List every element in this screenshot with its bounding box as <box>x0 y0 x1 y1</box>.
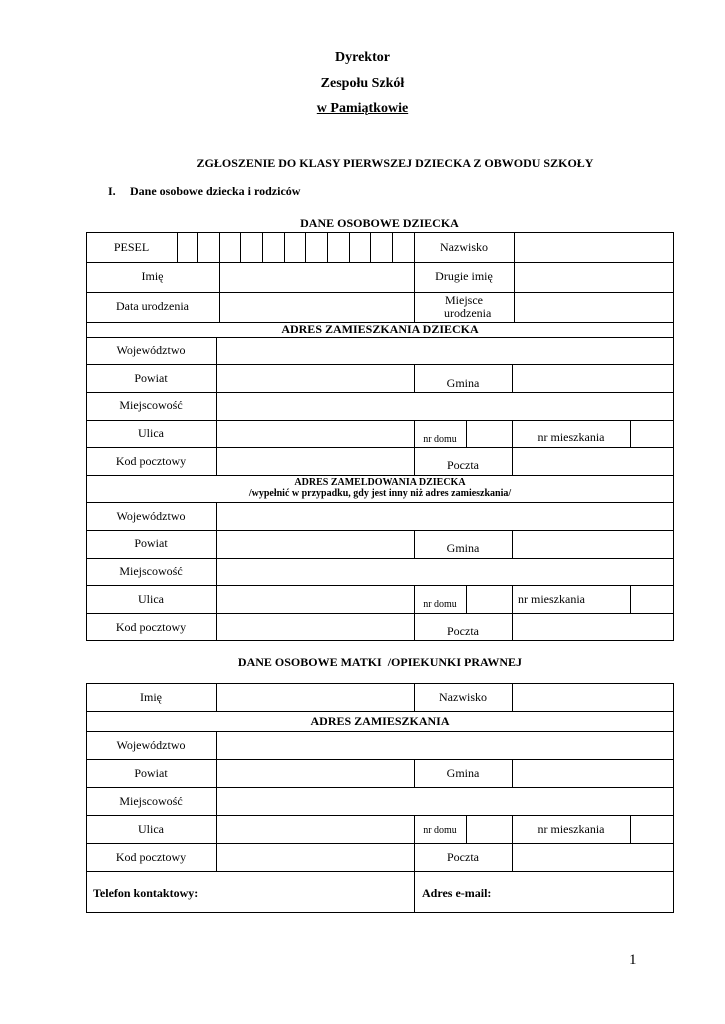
mother-address-heading: ADRES ZAMIESZKANIA <box>310 714 450 728</box>
mother-flat-no-label: nr mieszkania <box>537 822 605 836</box>
registered-post-office-label: Poczta <box>447 624 479 638</box>
recipient-title: Dyrektor <box>335 50 390 65</box>
residence-street-label: Ulica <box>138 426 164 440</box>
registered-district-label: Powiat <box>134 536 168 550</box>
mother-street-label: Ulica <box>138 822 164 836</box>
child-birth-date-field[interactable] <box>220 293 414 322</box>
mother-district-label: Powiat <box>134 766 168 780</box>
child-data-heading: DANE OSOBOWE DZIECKA <box>300 216 459 230</box>
section-title: Dane osobowe dziecka i rodziców <box>130 184 301 198</box>
recipient-school: Zespołu Szkół <box>320 76 405 91</box>
registered-postal-code-label: Kod pocztowy <box>115 620 187 634</box>
registered-house-no-label: nr domu <box>423 599 457 610</box>
mother-email-label: Adres e-mail: <box>422 886 492 900</box>
residence-postal-code-label: Kod pocztowy <box>115 454 187 468</box>
mother-postal-code-label: Kod pocztowy <box>115 850 187 864</box>
mother-data-heading: DANE OSOBOWE MATKI /OPIEKUNKI PRAWNEJ <box>237 655 523 669</box>
mother-first-name-label: Imię <box>140 690 162 704</box>
mother-house-no-label: nr domu <box>423 825 457 836</box>
residence-heading: ADRES ZAMIESZKANIA DZIECKA <box>281 322 479 336</box>
child-surname-field[interactable] <box>515 233 673 262</box>
pesel-digit-1[interactable] <box>178 233 197 262</box>
registered-commune-label: Gmina <box>446 541 480 555</box>
residence-voivodeship-label: Województwo <box>116 343 186 357</box>
mother-surname-label: Nazwisko <box>439 690 487 704</box>
registered-note: /wypełnić w przypadku, gdy jest inny niż adres zamieszkania/ <box>248 488 512 499</box>
residence-post-office-label: Poczta <box>447 458 479 472</box>
mother-commune-label: Gmina <box>446 766 480 780</box>
pesel-label: PESEL <box>113 240 150 254</box>
child-birth-place-field[interactable] <box>515 293 673 322</box>
form-title: ZGŁOSZENIE DO KLASY PIERWSZEJ DZIECKA Z OBWODU SZKOŁY <box>196 156 594 170</box>
recipient-location: w Pamiątkowie <box>316 101 409 116</box>
child-second-name-field[interactable] <box>515 263 673 292</box>
registered-locality-label: Miejscowość <box>119 564 183 578</box>
registered-street-label: Ulica <box>138 592 164 606</box>
birth-place-label: Miejsce urodzenia <box>444 293 492 320</box>
residence-commune-label: Gmina <box>446 376 480 390</box>
page-number: 1 <box>629 952 637 968</box>
birth-date-label: Data urodzenia <box>116 299 189 313</box>
residence-flat-no-label: nr mieszkania <box>537 430 605 444</box>
mother-phone-label: Telefon kontaktowy: <box>93 886 199 900</box>
second-name-label: Drugie imię <box>435 269 493 283</box>
mother-voivodeship-label: Województwo <box>116 738 186 752</box>
registered-voivodeship-label: Województwo <box>116 509 186 523</box>
first-name-label: Imię <box>141 269 164 283</box>
residence-locality-label: Miejscowość <box>119 398 183 412</box>
surname-label: Nazwisko <box>440 240 488 254</box>
residence-house-no-label: nr domu <box>423 434 457 445</box>
mother-locality-label: Miejscowość <box>119 794 183 808</box>
registered-heading: ADRES ZAMELDOWANIA DZIECKA <box>294 477 466 488</box>
registered-flat-no-label: nr mieszkania <box>518 592 585 606</box>
mother-post-office-label: Poczta <box>447 850 479 864</box>
child-first-name-field[interactable] <box>220 263 414 292</box>
residence-district-label: Powiat <box>134 371 168 385</box>
section-number: I. <box>108 184 116 198</box>
